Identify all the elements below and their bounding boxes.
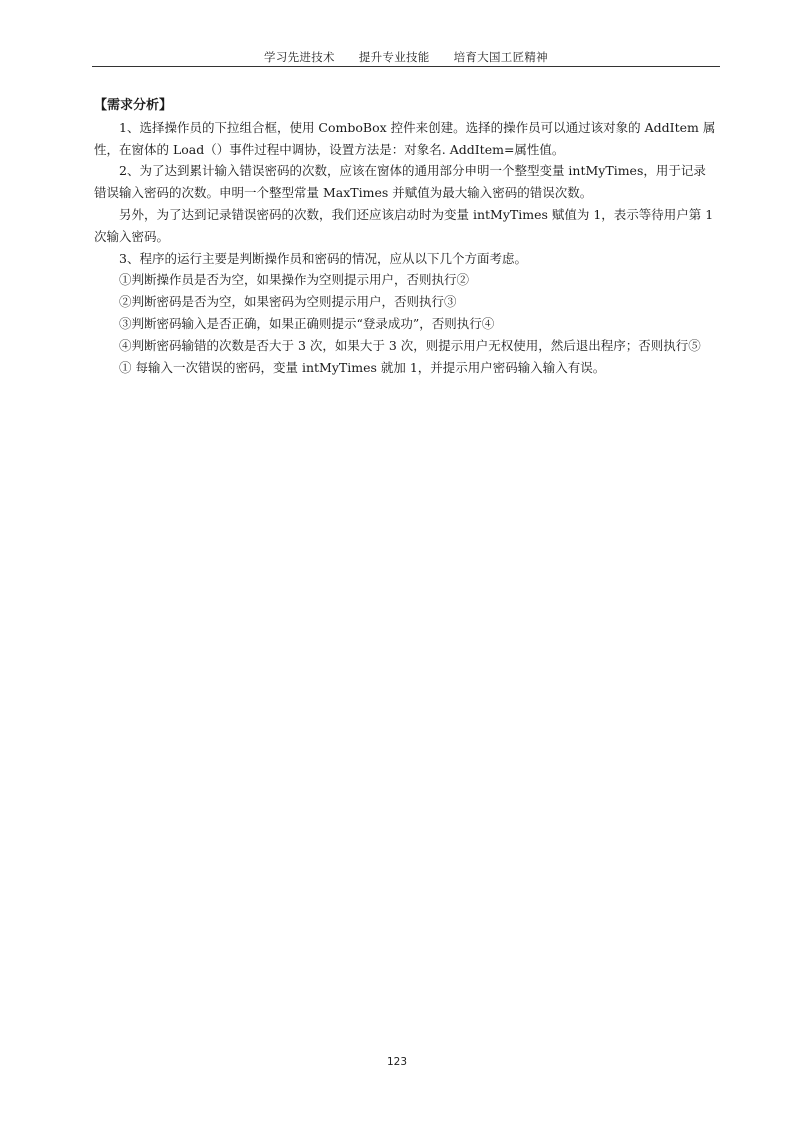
list-item: ②判断密码是否为空，如果密码为空则提示用户，否则执行③ xyxy=(119,294,457,310)
section-title: 【需求分析】 xyxy=(94,98,173,113)
list-item: ① 每输入一次错误的密码，变量 intMyTimes 就加 1，并提示用户密码输入输入有误。 xyxy=(119,359,606,375)
header-rule xyxy=(92,66,720,67)
header-part-1: 学习先进技术 xyxy=(264,50,335,64)
paragraph: 另外，为了达到记录错误密码的次数，我们还应该启动时为变量 intMyTimes 赋值为 1，表示等待用户第 1 次输入密码。 xyxy=(94,206,714,244)
header-part-3: 培育大国工匠精神 xyxy=(453,50,548,64)
paragraph: 2、为了达到累计输入错误密码的次数，应该在窗体的通用部分申明一个整型变量 intMyTimes，用于记录错误输入密码的次数。申明一个整型常量 MaxTimes 并赋值为最大输入密码的错误次数。 xyxy=(94,163,706,201)
page-header xyxy=(92,49,720,66)
paragraph: 3、程序的运行主要是判断操作员和密码的情况，应从以下几个方面考虑。 xyxy=(119,250,527,266)
header-part-2: 提升专业技能 xyxy=(358,50,430,64)
page-number: 123 xyxy=(386,1056,408,1068)
list-item: ①判断操作员是否为空，如果操作为空则提示用户，否则执行② xyxy=(119,272,470,288)
list-item: ④判断密码输错的次数是否大于 3 次，如果大于 3 次，则提示用户无权使用，然后退出程序；否则执行⑤ xyxy=(119,337,701,353)
document-body xyxy=(94,95,718,378)
paragraph: 1、选择操作员的下拉组合框，使用 ComboBox 控件来创建。选择的操作员可以通过该对象的 AddItem 属性，在窗体的 Load（）事件过程中调协，设置方法是：对象名. AddItem=属性值。 xyxy=(94,119,716,157)
list-item: ③判断密码输入是否正确，如果正确则提示“登录成功”，否则执行④ xyxy=(119,315,495,331)
